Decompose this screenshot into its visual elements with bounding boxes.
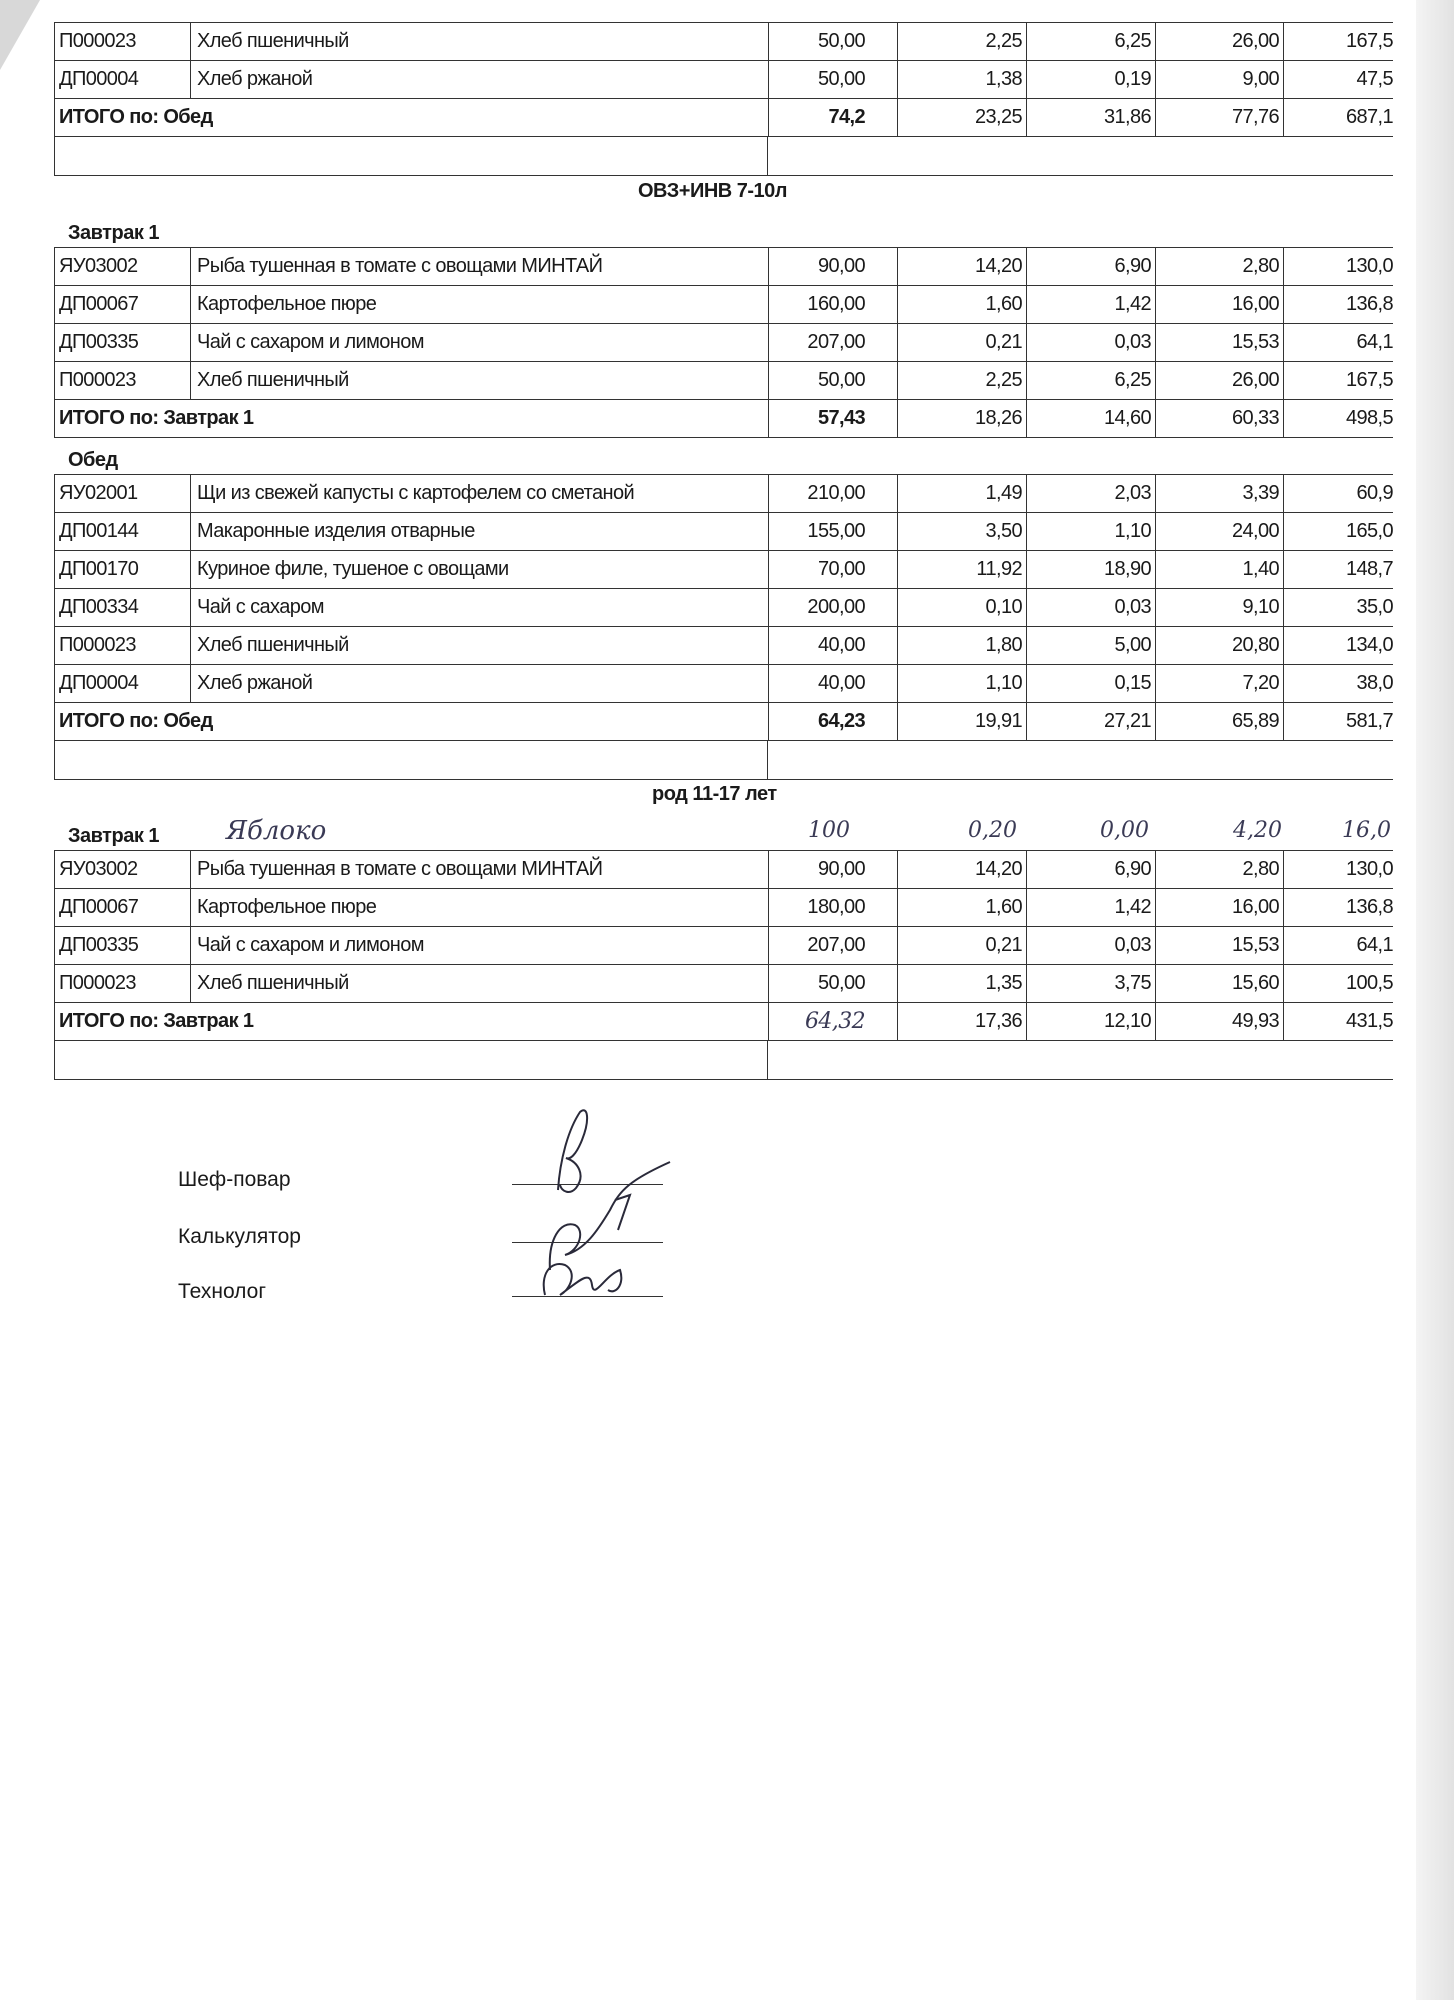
handwritten-value: 16,0 [1342,818,1391,843]
item-value: 167,5 [1345,369,1393,391]
item-code: ДП00144 [54,513,190,550]
item-value: 26,00 [1155,362,1284,399]
table-row [54,361,1393,399]
item-value: 24,00 [1155,513,1284,550]
item-value: 160,00 [768,286,897,323]
item-value: 16,00 [1155,889,1284,926]
total-value: 431,5 [1345,1010,1393,1032]
item-value: 1,60 [897,286,1026,323]
section-heading: Завтрак 1 [68,222,160,244]
section-heading: Завтрак 1 [68,825,160,847]
item-value: 18,90 [1026,551,1155,588]
item-value: 155,00 [768,513,897,550]
table-row [54,588,1393,626]
total-value: 581,7 [1345,710,1393,732]
item-value: 9,10 [1155,589,1284,626]
item-name: Хлеб пшеничный [190,23,768,60]
menu-table-breakfast-11-17 [54,850,1393,1080]
item-value: 70,00 [768,551,897,588]
item-value: 148,7 [1345,558,1393,580]
item-code: ДП00067 [54,889,190,926]
menu-table-lunch [54,474,1393,780]
item-value: 11,92 [897,551,1026,588]
item-value: 5,00 [1026,627,1155,664]
total-value: 77,76 [1155,99,1284,136]
item-value: 200,00 [768,589,897,626]
table-row [54,323,1393,361]
table-row [54,60,1393,98]
table-row [54,550,1393,588]
total-value: 49,93 [1155,1003,1284,1040]
item-value: 9,00 [1155,61,1284,98]
item-value: 38,0 [1356,672,1393,694]
item-value: 14,20 [897,248,1026,285]
item-value: 50,00 [768,362,897,399]
handwritten-value: 0,00 [1100,818,1149,843]
item-value: 50,00 [768,23,897,60]
handwritten-item: Яблоко [226,816,327,846]
item-name: Хлеб пшеничный [190,362,768,399]
item-value: 0,03 [1026,927,1155,964]
item-value: 64,1 [1356,331,1393,353]
item-code: ДП00004 [54,665,190,702]
item-value: 3,39 [1155,475,1284,512]
item-value: 60,9 [1356,482,1393,504]
item-value: 2,25 [897,362,1026,399]
table-row [54,474,1393,512]
total-row [54,1002,1393,1040]
total-value: 74,2 [768,99,897,136]
item-value: 16,00 [1155,286,1284,323]
item-name: Рыба тушенная в томате с овощами МИНТАЙ [190,851,768,888]
total-value: 57,43 [768,400,897,437]
item-value: 0,21 [897,927,1026,964]
item-name: Чай с сахаром [190,589,768,626]
item-value: 50,00 [768,965,897,1002]
total-row [54,98,1393,136]
total-value: 60,33 [1155,400,1284,437]
scan-edge [1416,0,1454,2000]
item-value: 100,5 [1345,972,1393,994]
handwritten-value: 100 [808,818,850,843]
blank-cell [54,137,768,175]
item-value: 26,00 [1155,23,1284,60]
handwritten-value: 0,20 [968,818,1017,843]
item-code: П000023 [54,23,190,60]
item-code: ЯУ02001 [54,475,190,512]
item-value: 165,0 [1345,520,1393,542]
total-value: 14,60 [1026,400,1155,437]
item-value: 134,0 [1345,634,1393,656]
item-value: 0,15 [1026,665,1155,702]
item-code: ДП00170 [54,551,190,588]
item-value: 2,80 [1155,248,1284,285]
total-value: 19,91 [897,703,1026,740]
item-value: 15,53 [1155,324,1284,361]
table-row [54,964,1393,1002]
item-value: 130,0 [1345,255,1393,277]
total-label: ИТОГО по: Завтрак 1 [54,1003,768,1040]
table-row [54,512,1393,550]
item-value: 1,49 [897,475,1026,512]
table-row [54,285,1393,323]
item-value: 2,80 [1155,851,1284,888]
item-code: ДП00334 [54,589,190,626]
item-value: 0,19 [1026,61,1155,98]
total-row [54,399,1393,438]
item-value: 180,00 [768,889,897,926]
item-code: П000023 [54,965,190,1002]
section-heading: Обед [68,449,118,471]
table-row [54,664,1393,702]
item-value: 7,20 [1155,665,1284,702]
item-name: Картофельное пюре [190,889,768,926]
item-value: 14,20 [897,851,1026,888]
item-code: ДП00004 [54,61,190,98]
item-value: 47,5 [1356,68,1393,90]
total-label: ИТОГО по: Обед [54,703,768,740]
blank-row [54,740,1393,780]
group-heading: ОВЗ+ИНВ 7-10л [638,180,787,202]
table-row [54,626,1393,664]
item-value: 6,90 [1026,248,1155,285]
item-value: 6,90 [1026,851,1155,888]
item-value: 2,25 [897,23,1026,60]
total-value: 65,89 [1155,703,1284,740]
item-value: 35,0 [1356,596,1393,618]
item-value: 1,10 [1026,513,1155,550]
item-value: 6,25 [1026,362,1155,399]
item-name: Картофельное пюре [190,286,768,323]
blank-cell [54,741,768,779]
total-value: 498,5 [1345,407,1393,429]
total-label: ИТОГО по: Обед [54,99,768,136]
item-name: Хлеб пшеничный [190,627,768,664]
item-code: ЯУ03002 [54,248,190,285]
item-value: 1,60 [897,889,1026,926]
group-heading: род 11-17 лет [652,783,777,805]
total-value: 27,21 [1026,703,1155,740]
total-value: 64,32 [768,1003,897,1040]
total-value: 687,1 [1345,106,1393,128]
total-value: 12,10 [1026,1003,1155,1040]
blank-row [54,1040,1393,1080]
item-value: 0,03 [1026,324,1155,361]
item-code: ДП00335 [54,927,190,964]
item-name: Хлеб ржаной [190,61,768,98]
item-value: 1,35 [897,965,1026,1002]
total-row [54,702,1393,740]
item-value: 20,80 [1155,627,1284,664]
item-value: 210,00 [768,475,897,512]
total-value: 17,36 [897,1003,1026,1040]
calculator-label: Калькулятор [178,1225,301,1248]
item-value: 1,42 [1026,889,1155,926]
item-value: 167,5 [1345,30,1393,52]
item-name: Чай с сахаром и лимоном [190,324,768,361]
item-value: 1,42 [1026,286,1155,323]
item-value: 3,50 [897,513,1026,550]
item-value: 0,21 [897,324,1026,361]
item-code: ДП00067 [54,286,190,323]
item-value: 6,25 [1026,23,1155,60]
item-value: 1,38 [897,61,1026,98]
blank-cell [54,1041,768,1079]
item-name: Хлеб пшеничный [190,965,768,1002]
total-value: 31,86 [1026,99,1155,136]
item-name: Куриное филе, тушеное с овощами [190,551,768,588]
total-value: 18,26 [897,400,1026,437]
item-value: 130,0 [1345,858,1393,880]
item-name: Рыба тушенная в томате с овощами МИНТАЙ [190,248,768,285]
handwritten-value: 4,20 [1233,818,1282,843]
table-row [54,247,1393,285]
table-row [54,22,1393,60]
chef-label: Шеф-повар [178,1168,291,1191]
blank-row [54,136,1393,176]
item-value: 90,00 [768,248,897,285]
table-row [54,926,1393,964]
item-value: 3,75 [1026,965,1155,1002]
item-code: П000023 [54,627,190,664]
item-value: 0,10 [897,589,1026,626]
item-name: Макаронные изделия отварные [190,513,768,550]
technologist-label: Технолог [178,1280,267,1303]
item-value: 207,00 [768,324,897,361]
item-name: Хлеб ржаной [190,665,768,702]
item-code: ЯУ03002 [54,851,190,888]
total-value: 23,25 [897,99,1026,136]
item-value: 136,8 [1345,896,1393,918]
item-value: 207,00 [768,927,897,964]
item-name: Щи из свежей капусты с картофелем со сметаной [190,475,768,512]
total-value: 64,23 [768,703,897,740]
item-value: 50,00 [768,61,897,98]
item-value: 1,10 [897,665,1026,702]
item-value: 40,00 [768,627,897,664]
item-value: 40,00 [768,665,897,702]
item-name: Чай с сахаром и лимоном [190,927,768,964]
item-value: 64,1 [1356,934,1393,956]
menu-table-breakfast [54,247,1393,438]
item-code: П000023 [54,362,190,399]
handwritten-signatures [530,1100,700,1310]
item-value: 15,53 [1155,927,1284,964]
menu-table-lunch-prev [54,22,1393,176]
total-label: ИТОГО по: Завтрак 1 [54,400,768,437]
item-value: 1,40 [1155,551,1284,588]
item-value: 2,03 [1026,475,1155,512]
folded-corner [0,0,40,70]
item-value: 90,00 [768,851,897,888]
item-value: 0,03 [1026,589,1155,626]
item-code: ДП00335 [54,324,190,361]
item-value: 136,8 [1345,293,1393,315]
table-row [54,850,1393,888]
table-row [54,888,1393,926]
item-value: 15,60 [1155,965,1284,1002]
item-value: 1,80 [897,627,1026,664]
